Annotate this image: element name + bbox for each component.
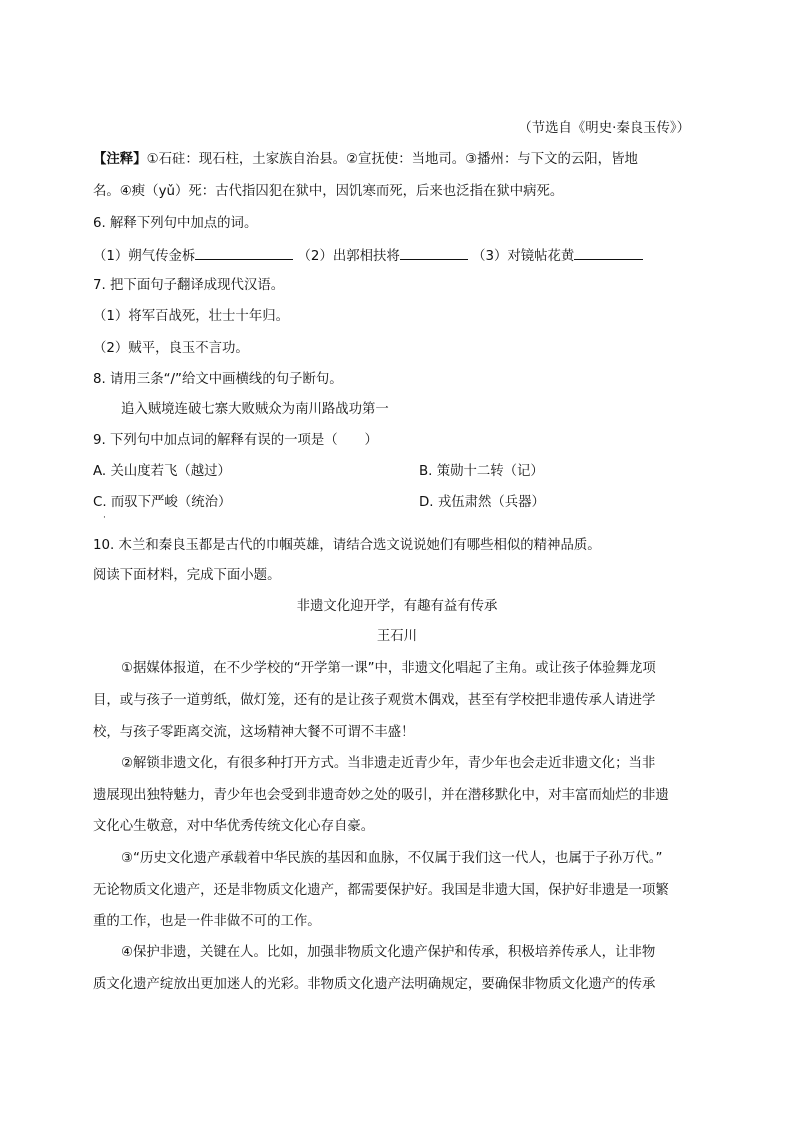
notes-label: 【注释】 — [93, 152, 147, 167]
paragraph-4-line: 质文化遗产绽放出更加迷人的光彩。非物质文化遗产法明确规定，要确保非物质文化遗产的传承 — [93, 977, 656, 992]
paragraph-1-line: 目，或与孩子一道剪纸，做灯笼，还有的是让孩子观赏木偶戏，甚至有学校把非遗传承人请进学 — [93, 693, 656, 708]
answer-blank[interactable] — [574, 245, 643, 260]
question-6-items — [93, 245, 643, 267]
paragraph-3-line: ③“历史文化遗产承载着中华民族的基因和血脉，不仅属于我们这一代人，也属于子孙万代。” — [121, 851, 663, 866]
option-b[interactable]: B. 策勋十二转（记） — [419, 464, 544, 479]
option-a[interactable]: A. 关山度若飞（越过） — [93, 464, 231, 479]
paragraph-2-line: 遗展现出独特魅力，青少年也会受到非遗奇妙之处的吸引，并在潜移默化中，对丰富而灿烂的非遗 — [93, 788, 669, 803]
q6-item-1: （1）朔气传金柝 — [93, 249, 196, 264]
emphasis-dot: · — [103, 513, 106, 523]
question-8-sentence: 追入贼境连破七寨大败贼众为南川路战功第一 — [121, 402, 389, 417]
option-c[interactable]: C. 而驭下严峻（统治） — [93, 495, 232, 510]
q6-item-3: （3）对镜帖花黄 — [472, 249, 575, 264]
question-7-item-1: （1）将军百战死，壮士十年归。 — [93, 309, 289, 324]
paragraph-2-line: 文化心生敬意，对中华优秀传统文化心存自豪。 — [93, 819, 375, 834]
source-attribution: （节选自《明史·秦良玉传》） — [518, 121, 690, 136]
paragraph-4-line: ④保护非遗，关键在人。比如，加强非物质文化遗产保护和传承，积极培养传承人，让非物 — [121, 945, 656, 960]
question-7-item-2: （2）贼平，良玉不言功。 — [93, 341, 249, 356]
answer-blank[interactable] — [400, 245, 468, 260]
article-author: 王石川 — [376, 629, 418, 644]
paragraph-3-line: 重的工作，也是一件非做不可的工作。 — [93, 914, 321, 929]
option-d[interactable]: D. 戎伍肃然（兵器） — [419, 495, 545, 510]
notes-line-2: 名。④瘐（yǔ）死：古代指囚犯在狱中，因饥寒而死，后来也泛指在狱中病死。 — [93, 184, 564, 199]
paragraph-3-line: 无论物质文化遗产，还是非物质文化遗产，都需要保护好。我国是非遗大国，保护好非遗是一项繁 — [93, 883, 669, 898]
question-9-prompt: 9. 下列句中加点词的解释有误的一项是（ ） — [93, 433, 378, 448]
notes-text: ①石砫：现石柱，土家族自治县。②宣抚使：当地司。③播州：与下文的云阳，皆地 — [146, 152, 638, 167]
question-6-prompt: 6. 解释下列句中加点的词。 — [93, 216, 258, 231]
question-8-prompt: 8. 请用三条“/”给文中画横线的句子断句。 — [93, 372, 343, 387]
q6-item-2: （2）出郭相扶将 — [297, 249, 400, 264]
article-title: 非遗文化迎开学，有趣有益有传承 — [296, 599, 498, 614]
question-10-prompt: 10. 木兰和秦良玉都是古代的巾帼英雄，请结合选文说说她们有哪些相似的精神品质。 — [93, 538, 601, 553]
notes-line-1 — [93, 150, 638, 170]
paragraph-2-line: ②解锁非遗文化，有很多种打开方式。当非遗走近青少年，青少年也会走近非遗文化；当非 — [121, 756, 656, 771]
reading-intro: 阅读下面材料，完成下面小题。 — [93, 568, 281, 583]
question-7-prompt: 7. 把下面句子翻译成现代汉语。 — [93, 278, 285, 293]
answer-blank[interactable] — [195, 245, 293, 260]
paragraph-1-line: ①据媒体报道，在不少学校的“开学第一课”中，非遗文化唱起了主角。或让孩子体验舞龙项 — [121, 661, 656, 676]
paragraph-1-line: 校，与孩子零距离交流，这场精神大餐不可谓不丰盛！ — [93, 725, 415, 740]
